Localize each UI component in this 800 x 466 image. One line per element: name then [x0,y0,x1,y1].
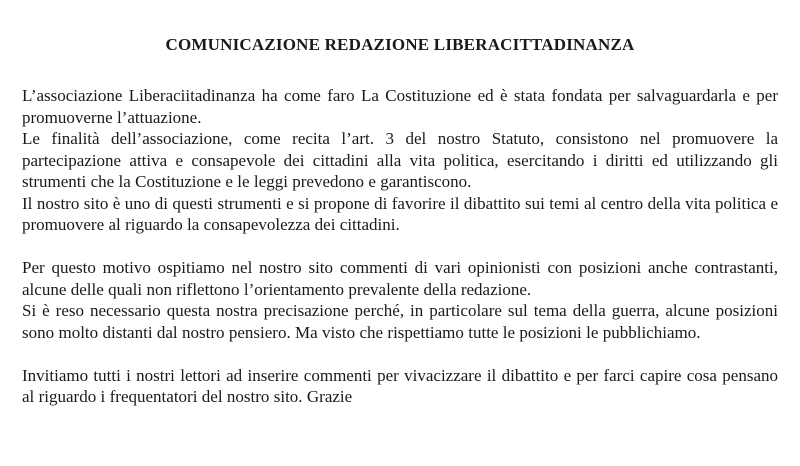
paragraph-association-intro: L’associazione Liberaciitadinanza ha come faro La Costituzione ed è stata fondata per salvaguardarla e per promuoverne l’attuazione. [22,86,778,127]
paragraph-statute-goals: Le finalità dell’associazione, come recita l’art. 3 del nostro Statuto, consistono nel promuovere la partecipazione attiva e consapevole dei cittadini alla vita politica, esercitando i diritti ed utilizzando gli strumenti che la Costituzione e le leggi prevedono e garantiscono. [22,129,778,191]
paragraph-opinionists: Per questo motivo ospitiamo nel nostro sito commenti di vari opinionisti con posizioni anche contrastanti, alcune delle quali non riflettono l’orientamento prevalente della redazione. [22,258,778,299]
paragraph-clarification: Si è reso necessario questa nostra precisazione perché, in particolare sul tema della guerra, alcune posizioni sono molto distanti dal nostro pensiero. Ma visto che rispettiamo tutte le posizioni le pubblichiamo. [22,301,778,342]
paragraph-site-purpose: Il nostro sito è uno di questi strumenti e si propone di favorire il dibattito sui temi al centro della vita politica e promuovere al riguardo la consapevolezza dei cittadini. [22,193,778,234]
paragraph-invitation: Invitiamo tutti i nostri lettori ad inserire commenti per vivacizzare il dibattito e per farci capire cosa pensano al riguardo i frequentatori del nostro sito. Grazie [22,365,778,406]
document-title: COMUNICAZIONE REDAZIONE LIBERACITTADINANZA [165,35,635,54]
